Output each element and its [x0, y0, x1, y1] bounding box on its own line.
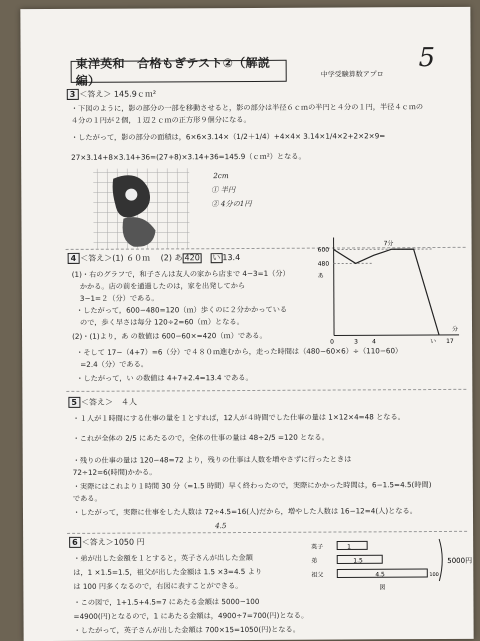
graph-y-a: あ [318, 273, 324, 280]
q3-line: ４分の１円が２個，１辺２ｃｍの正方形９個分になる。 [71, 116, 251, 124]
q3-heading: 3 ＜答え＞ 145.9ｃｍ² [67, 88, 156, 99]
q5-line: ・これが全体の 2/5 にあたるので，全体の仕事の量は 48÷2/5 =120 となる。 [73, 434, 329, 443]
brand-label: 中学受験算数アプロ [321, 69, 384, 79]
q6-line: ・弟が出した金額を１とすると，英子さんが出した金額 [73, 554, 253, 562]
q4-line: ・したがって，い の数値は 4+7+2.4=13.4 である。 [76, 374, 252, 382]
q4-graph [314, 231, 465, 344]
q3-line: 27×3.14+8×3.14+36=(27+8)×3.14+36=145.9（ｃｍ²）となる。 [71, 153, 306, 161]
tape-val: 1.5 [353, 557, 363, 564]
graph-mark: 分 [452, 325, 458, 333]
divider [66, 389, 466, 392]
q5-line: である。 [73, 495, 102, 502]
q6-line: ・この図で，1+1.5+4.5=7 にあたる金額は 5000−100 [73, 598, 259, 606]
q4-line: ・そして 17−（4+7）=6（分）で４８０ｍ進むから，走った時間は（480−60×6）÷（110−60） [76, 347, 402, 356]
q5-line: ・実際にはこれより１時間 30 分（=1.5 時間）早く終わったので，実際にかかった時間は，6−1.5=4.5(時間) [73, 481, 432, 490]
q3-line: ・下図のように，影の部分の一部を移動させると，影の部分は半径６ｃｍの半円と４分の１円，半径４ｃｍの [71, 103, 423, 112]
worksheet-title: 東洋英和 合格もぎテスト②（解説編） [71, 60, 287, 83]
q3-figure-label: 2cm [213, 172, 228, 179]
q5-line: 72÷12=6(時間)かかる。 [73, 468, 157, 476]
q4-line: ので，歩く早さは毎分 120÷2=60（ｍ）となる。 [80, 318, 244, 326]
q6-line: は 100 円多くなるので，右図に表すことができる。 [73, 582, 242, 590]
q6-heading: 6 ＜答え＞1050 円 [69, 537, 145, 548]
graph-x-4: 4 [372, 338, 376, 345]
tape-label-eiko: 英子 [311, 543, 323, 551]
tape-val: 100 [429, 572, 439, 578]
tape-val: 4.5 [375, 571, 385, 578]
q6-line: =4900(円)となるので，1 にあたる金額は，4900÷7=700(円)となる。 [74, 612, 309, 620]
q5-line: ・１人が１時間にする仕事の量を１とすれば，12人が４時間でした仕事の量は 1×12×4=48 となる。 [72, 413, 404, 422]
q3-line: ・したがって，影の部分の面積は，6×6×3.14×（1/2＋1/4）+4×4× 3.14×1/4×2+2×2×9= [71, 132, 385, 141]
tape-val: 1 [347, 543, 351, 550]
tape-label-grandpa: 祖父 [311, 571, 323, 579]
q3-handwritten-note: ① 半円 [211, 186, 235, 193]
q6-tape-diagram [309, 537, 469, 592]
q4-line: 3−1=２（分）である。 [80, 294, 159, 302]
q4-line: (1)・右のグラフで，和子さんは友人の家から店まで 4−3=1（分） [72, 270, 290, 278]
q5-line: ・残りの仕事の量は 120−48=72 より，残りの仕事は人数を増やさずに行ったときは [73, 455, 352, 464]
q4-line: =2.4（分）である。 [80, 361, 148, 369]
q4-line: かかる。店の前を通過したのは，家を出発してから [80, 282, 245, 290]
divider [67, 531, 467, 534]
tape-label-brother: 弟 [311, 557, 317, 565]
graph-y-600: 600 [318, 247, 330, 254]
q3-handwritten-note: ② 4分の1円 [211, 200, 251, 207]
q5-handwritten-note: 4.5 [215, 522, 226, 529]
q6-line: は，1 ×1.5=1.5，祖父が出した金額は 1.5 ×3=4.5 より [73, 568, 262, 576]
graph-x-3: 3 [354, 338, 358, 345]
graph-x-0: 0 [330, 339, 334, 346]
graph-x-17: 17 [446, 338, 454, 345]
graph-mark: 7分 [384, 239, 394, 247]
tape-caption: 図 [379, 583, 385, 591]
graph-y-480: 480 [318, 261, 330, 268]
q4-line: (2)・(1)より，あ の数値は 600−60×=420（ｍ）である。 [72, 332, 267, 340]
q6-line: ・したがって，英子さんが出した金額は 700×15=1050(円)となる。 [74, 626, 300, 634]
tape-total: 5000円 [447, 557, 472, 565]
graph-x-i: い [430, 338, 436, 345]
q5-line: ・したがって，実際に仕事をした人数は 72÷4.5=16(人)だから，増やした人数は 16−12=4(人)となる。 [73, 507, 417, 516]
q4-heading: 4 ＜答え＞(1) ６０ｍ (2) あ 420 い 13.4 [68, 252, 241, 264]
q5-heading: 5 ＜答え＞ ４人 [68, 397, 137, 408]
page-number: 5 [419, 43, 436, 73]
worksheet-page [20, 7, 473, 641]
q4-line: ・したがって，600−480=120（ｍ）歩くのに２分かかっている [76, 306, 287, 314]
q3-figure [93, 168, 203, 255]
